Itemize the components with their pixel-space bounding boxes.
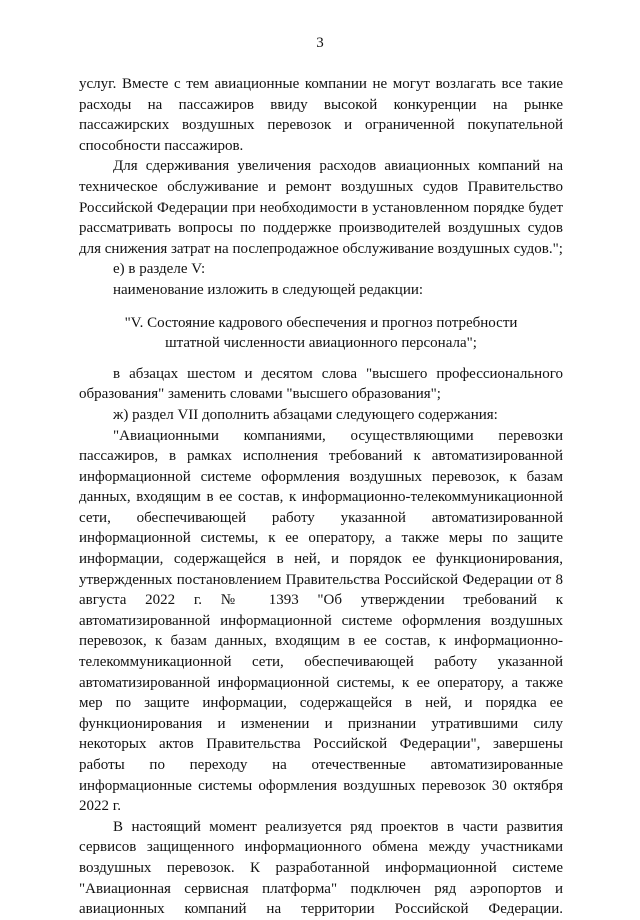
paragraph-projects: В настоящий момент реализуется ряд проектов в части развития сервисов защищенного информационного обмена между участниками воздушных перевозок. К разработанной информационной системе "Авиационная сервисная платформа" подключен ряд аэропортов и авиационных компаний на территории Российской Федерации. [79,818,563,918]
section-v-heading-line-1: "V. Состояние кадрового обеспечения и прогноз потребности [124,314,518,331]
document-body [79,74,563,920]
paragraph-section-vii: ж) раздел VII дополнить абзацами следующего содержания: [113,406,498,423]
section-v-heading-line-2: штатной численности авиационного персонала"; [165,335,477,352]
paragraph-name-edit: наименование изложить в следующей редакции: [113,281,424,298]
paragraph-1: услуг. Вместе с тем авиационные компании не могут возлагать все такие расходы на пассажиров ввиду высокой конкуренции на рынке пассажирских воздушных перевозок и ограниченной покупательной способности пассажиров. [79,76,563,154]
section-v-heading [79,313,563,354]
paragraph-section-v: е) в разделе V: [113,261,206,278]
page-number: 3 [316,35,324,51]
paragraph-2: Для сдерживания увеличения расходов авиационных компаний на техническое обслуживание и ремонт воздушных судов Правительство Российской Федерации при необходимости в установленном порядке будет рассматривать вопросы по поддержке производителей воздушных судов для снижения затрат на послепродажное обслуживание воздушных судов."; [79,158,563,257]
paragraph-replace-words: в абзацах шестом и десятом слова "высшего профессионального образования" заменить словами "высшего образования"; [79,365,563,403]
paragraph-airlines: "Авиационными компаниями, осуществляющими перевозки пассажиров, в рамках исполнения требований к автоматизированной информационной системе оформления воздушных перевозок, к базам данных, входящим в ее состав, к информационно-телекоммуникационной сети, обеспечивающей работу указанной автоматизированной информационной системы, к ее оператору, а также меры по защите информации, содержащейся в ней, и порядок ее функционирования, утвержденных постановлением Правительства Российской Федерации от 8 августа 2022 г. № 1393 "Об утверждении требований к автоматизированной информационной системе оформления воздушных перевозок, к базам данных, входящим в ее состав, к информационно-телекоммуникационной сети, обеспечивающей работу указанной автоматизированной информационной системы, к ее оператору, а также мер по защите информации, содержащейся в ней, и порядка ее функционирования и изменении и признании утратившими силу некоторых актов Правительства Российской Федерации", завершены работы по переходу на отечественные автоматизированные информационные системы оформления воздушных перевозок 30 октября 2022 г. [79,427,563,815]
